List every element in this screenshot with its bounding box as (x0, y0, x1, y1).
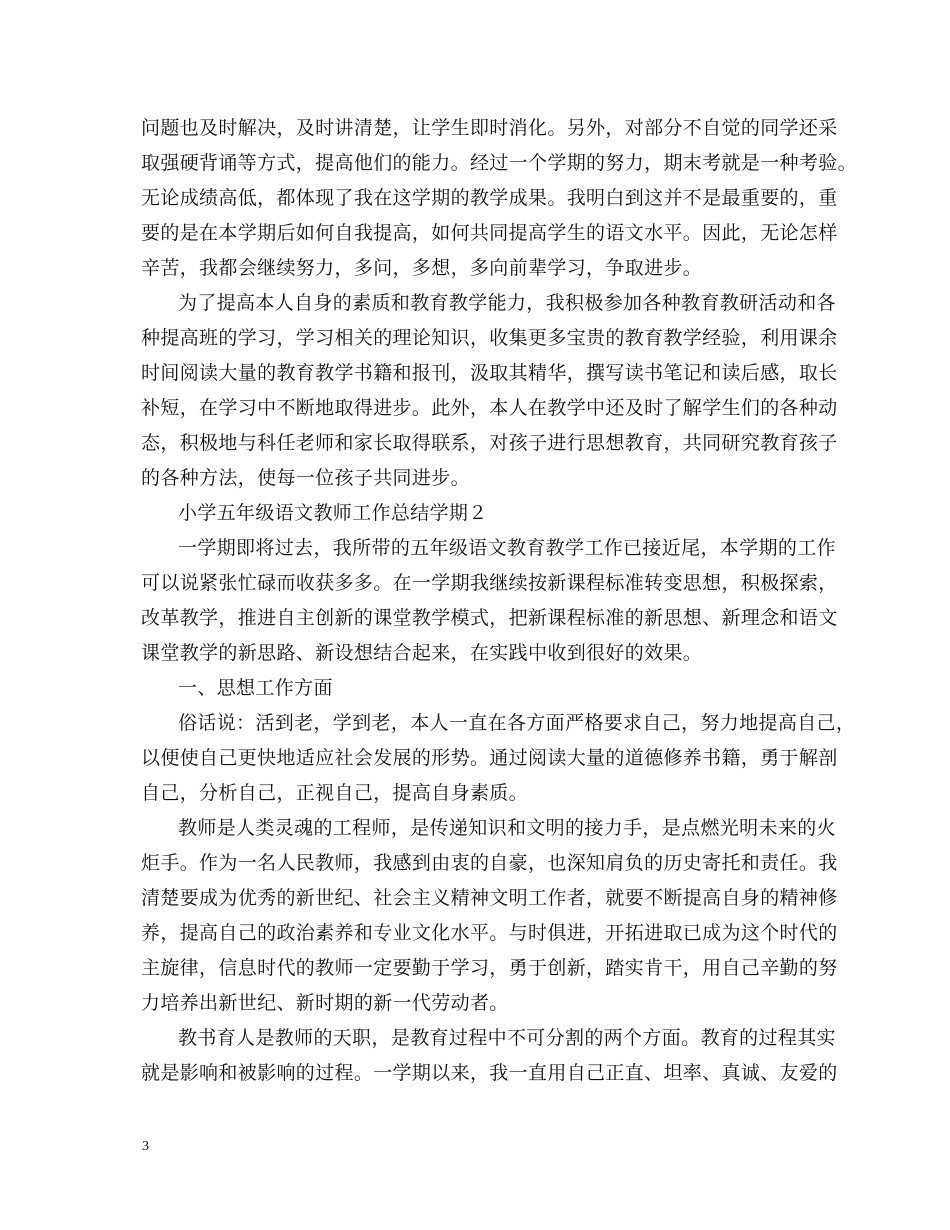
text-line: 种提高班的学习，学习相关的理论知识，收集更多宝贵的教育教学经验，利用课余 (141, 327, 838, 349)
text-line: 补短，在学习中不断地取得进步。此外，本人在教学中还及时了解学生们的各种动 (141, 397, 838, 419)
text-line: 就是影响和被影响的过程。一学期以来，我一直用自己正直、坦率、真诚、友爱的 (141, 1062, 838, 1084)
text-line: 要的是在本学期后如何自我提高，如何共同提高学生的语文水平。因此，无论怎样 (141, 222, 838, 244)
text-line: 无论成绩高低，都体现了我在这学期的教学成果。我明白到这并不是最重要的，重 (141, 187, 838, 209)
text-line: 以便使自己更快地适应社会发展的形势。通过阅读大量的道德修养书籍，勇于解剖 (141, 747, 838, 769)
text-line: 可以说紧张忙碌而收获多多。在一学期我继续按新课程标准转变思想，积极探索， (141, 572, 838, 594)
text-line: 自己，分析自己，正视自己，提高自身素质。 (141, 782, 529, 804)
text-line: 为了提高本人自身的素质和教育教学能力，我积极参加各种教育教研活动和各 (178, 292, 836, 314)
text-line: 态，积极地与科任老师和家长取得联系，对孩子进行思想教育，共同研究教育孩子 (141, 432, 838, 454)
text-line: 取强硬背诵等方式，提高他们的能力。经过一个学期的努力，期末考就是一种考验。 (141, 152, 857, 174)
page-number: 3 (142, 1139, 149, 1154)
text-line: 辛苦，我都会继续努力，多问，多想，多向前辈学习，争取进步。 (141, 257, 703, 279)
text-line: 改革教学，推进自主创新的课堂教学模式，把新课程标准的新思想、新理念和语文 (141, 607, 838, 629)
text-line: 一学期即将过去，我所带的五年级语文教育教学工作已接近尾，本学期的工作 (178, 537, 836, 559)
text-line: 课堂教学的新思路、新设想结合起来，在实践中收到很好的效果。 (141, 642, 703, 664)
text-line: 教书育人是教师的天职，是教育过程中不可分割的两个方面。教育的过程其实 (178, 1027, 836, 1049)
text-line: 力培养出新世纪、新时期的新一代劳动者。 (141, 992, 509, 1014)
text-line: 炬手。作为一名人民教师，我感到由衷的自豪，也深知肩负的历史寄托和责任。我 (141, 852, 838, 874)
text-line: 清楚要成为优秀的新世纪、社会主义精神文明工作者，就要不断提高自身的精神修 (141, 887, 838, 909)
text-line: 问题也及时解决，及时讲清楚，让学生即时消化。另外，对部分不自觉的同学还采 (141, 117, 838, 139)
text-line: 的各种方法，使每一位孩子共同进步。 (141, 467, 470, 489)
text-line: 小学五年级语文教师工作总结学期２ (178, 502, 488, 524)
text-line: 养，提高自己的政治素养和专业文化水平。与时俱进，开拓进取已成为这个时代的 (141, 922, 838, 944)
text-line: 一、思想工作方面 (178, 677, 333, 699)
text-line: 时间阅读大量的教育教学书籍和报刊，汲取其精华，撰写读书笔记和读后感，取长 (141, 362, 838, 384)
text-line: 教师是人类灵魂的工程师，是传递知识和文明的接力手，是点燃光明未来的火 (178, 817, 836, 839)
text-line: 俗话说：活到老，学到老，本人一直在各方面严格要求自己，努力地提高自己， (178, 712, 856, 734)
text-line: 主旋律，信息时代的教师一定要勤于学习，勇于创新，踏实肯干，用自己辛勤的努 (141, 957, 838, 979)
